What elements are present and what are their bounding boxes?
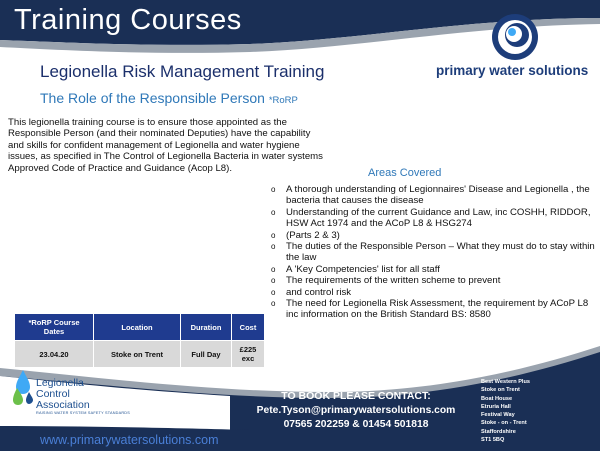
- logo-text: primary water solutions: [436, 63, 589, 78]
- list-item: o Understanding of the current Guidance and Law, inc COSHH, RIDDOR, HSW Act 1974 and the ACoP L8 & HSG274: [271, 206, 591, 230]
- course-subtitle-text: The Role of the Responsible Person: [40, 90, 265, 106]
- page-title: Training Courses: [14, 4, 242, 36]
- water-drop-circle-icon: [490, 12, 540, 62]
- course-intro: This legionella training course is to ensure those appointed as the Responsible Person (and their nominated Deputies) have the capability and skills for confident management of Legionella and water hygiene issues, as specified in The Control of Legionella Bacteria in water systems Approved Code of Practice and Guidance (Acop L8).: [8, 117, 323, 174]
- list-item: o The need for Legionella Risk Assessment, the requirement by ACoP L8 inc information on the British Standard BS: 8580: [271, 298, 589, 321]
- bullet-icon: o: [271, 264, 276, 274]
- cell-location: Stoke on Trent: [94, 341, 181, 368]
- cell-cost: £225 exc: [232, 341, 265, 368]
- bullet-icon: o: [271, 287, 276, 297]
- col-header-dates: *RoRP Course Dates: [15, 314, 94, 341]
- areas-title: Areas Covered: [368, 167, 442, 179]
- course-subtitle-tag: *RoRP: [268, 95, 298, 106]
- table-header-row: [15, 314, 265, 341]
- col-header-cost: Cost: [232, 314, 265, 341]
- course-subtitle: [40, 90, 298, 106]
- list-item: o A thorough understanding of Legionnaires' Disease and Legionella , the bacteria that causes the disease: [271, 184, 590, 207]
- cell-date: 23.04.20: [15, 341, 94, 368]
- bullet-icon: o: [271, 230, 276, 240]
- list-item: o A 'Key Competencies' list for all staff: [271, 263, 440, 275]
- list-item: o and control risk: [271, 286, 352, 298]
- association-tagline: RAISING WATER SYSTEM SAFETY STANDARDS: [36, 411, 130, 415]
- website-link[interactable]: www.primarywatersolutions.com: [40, 433, 219, 447]
- bullet-icon: o: [271, 242, 276, 252]
- water-drops-icon: [10, 368, 36, 408]
- booking-email[interactable]: Pete.Tyson@primarywatersolutions.com: [256, 405, 456, 416]
- list-item: o (Parts 2 & 3): [271, 229, 340, 241]
- bullet-icon: o: [271, 185, 276, 194]
- bullet-icon: o: [271, 276, 276, 286]
- booking-phones: 07565 202259 & 01454 501818: [283, 419, 429, 430]
- course-title: Legionella Risk Management Training: [40, 62, 325, 81]
- list-item: o The requirements of the written scheme to prevent: [271, 275, 501, 287]
- list-item: o The duties of the Responsible Person – What they must do to stay within the law: [271, 241, 595, 264]
- venue-address: Best Western Plus Stoke on Trent Boat House Etruria Hall Festival Way Stoke - on - Trent Staffordshire ST1 5BQ: [481, 379, 531, 444]
- bullet-icon: o: [271, 207, 276, 217]
- col-header-duration: Duration: [181, 314, 232, 341]
- association-name: Legionella Control Association: [36, 377, 90, 411]
- bullet-icon: o: [271, 299, 276, 309]
- areas-list: [270, 184, 595, 321]
- col-header-location: Location: [94, 314, 181, 341]
- booking-title: TO BOOK PLEASE CONTACT:: [281, 390, 431, 402]
- venue-title: VENUE: [477, 362, 507, 372]
- booking-contact: [236, 390, 476, 430]
- cell-duration: Full Day: [181, 341, 232, 368]
